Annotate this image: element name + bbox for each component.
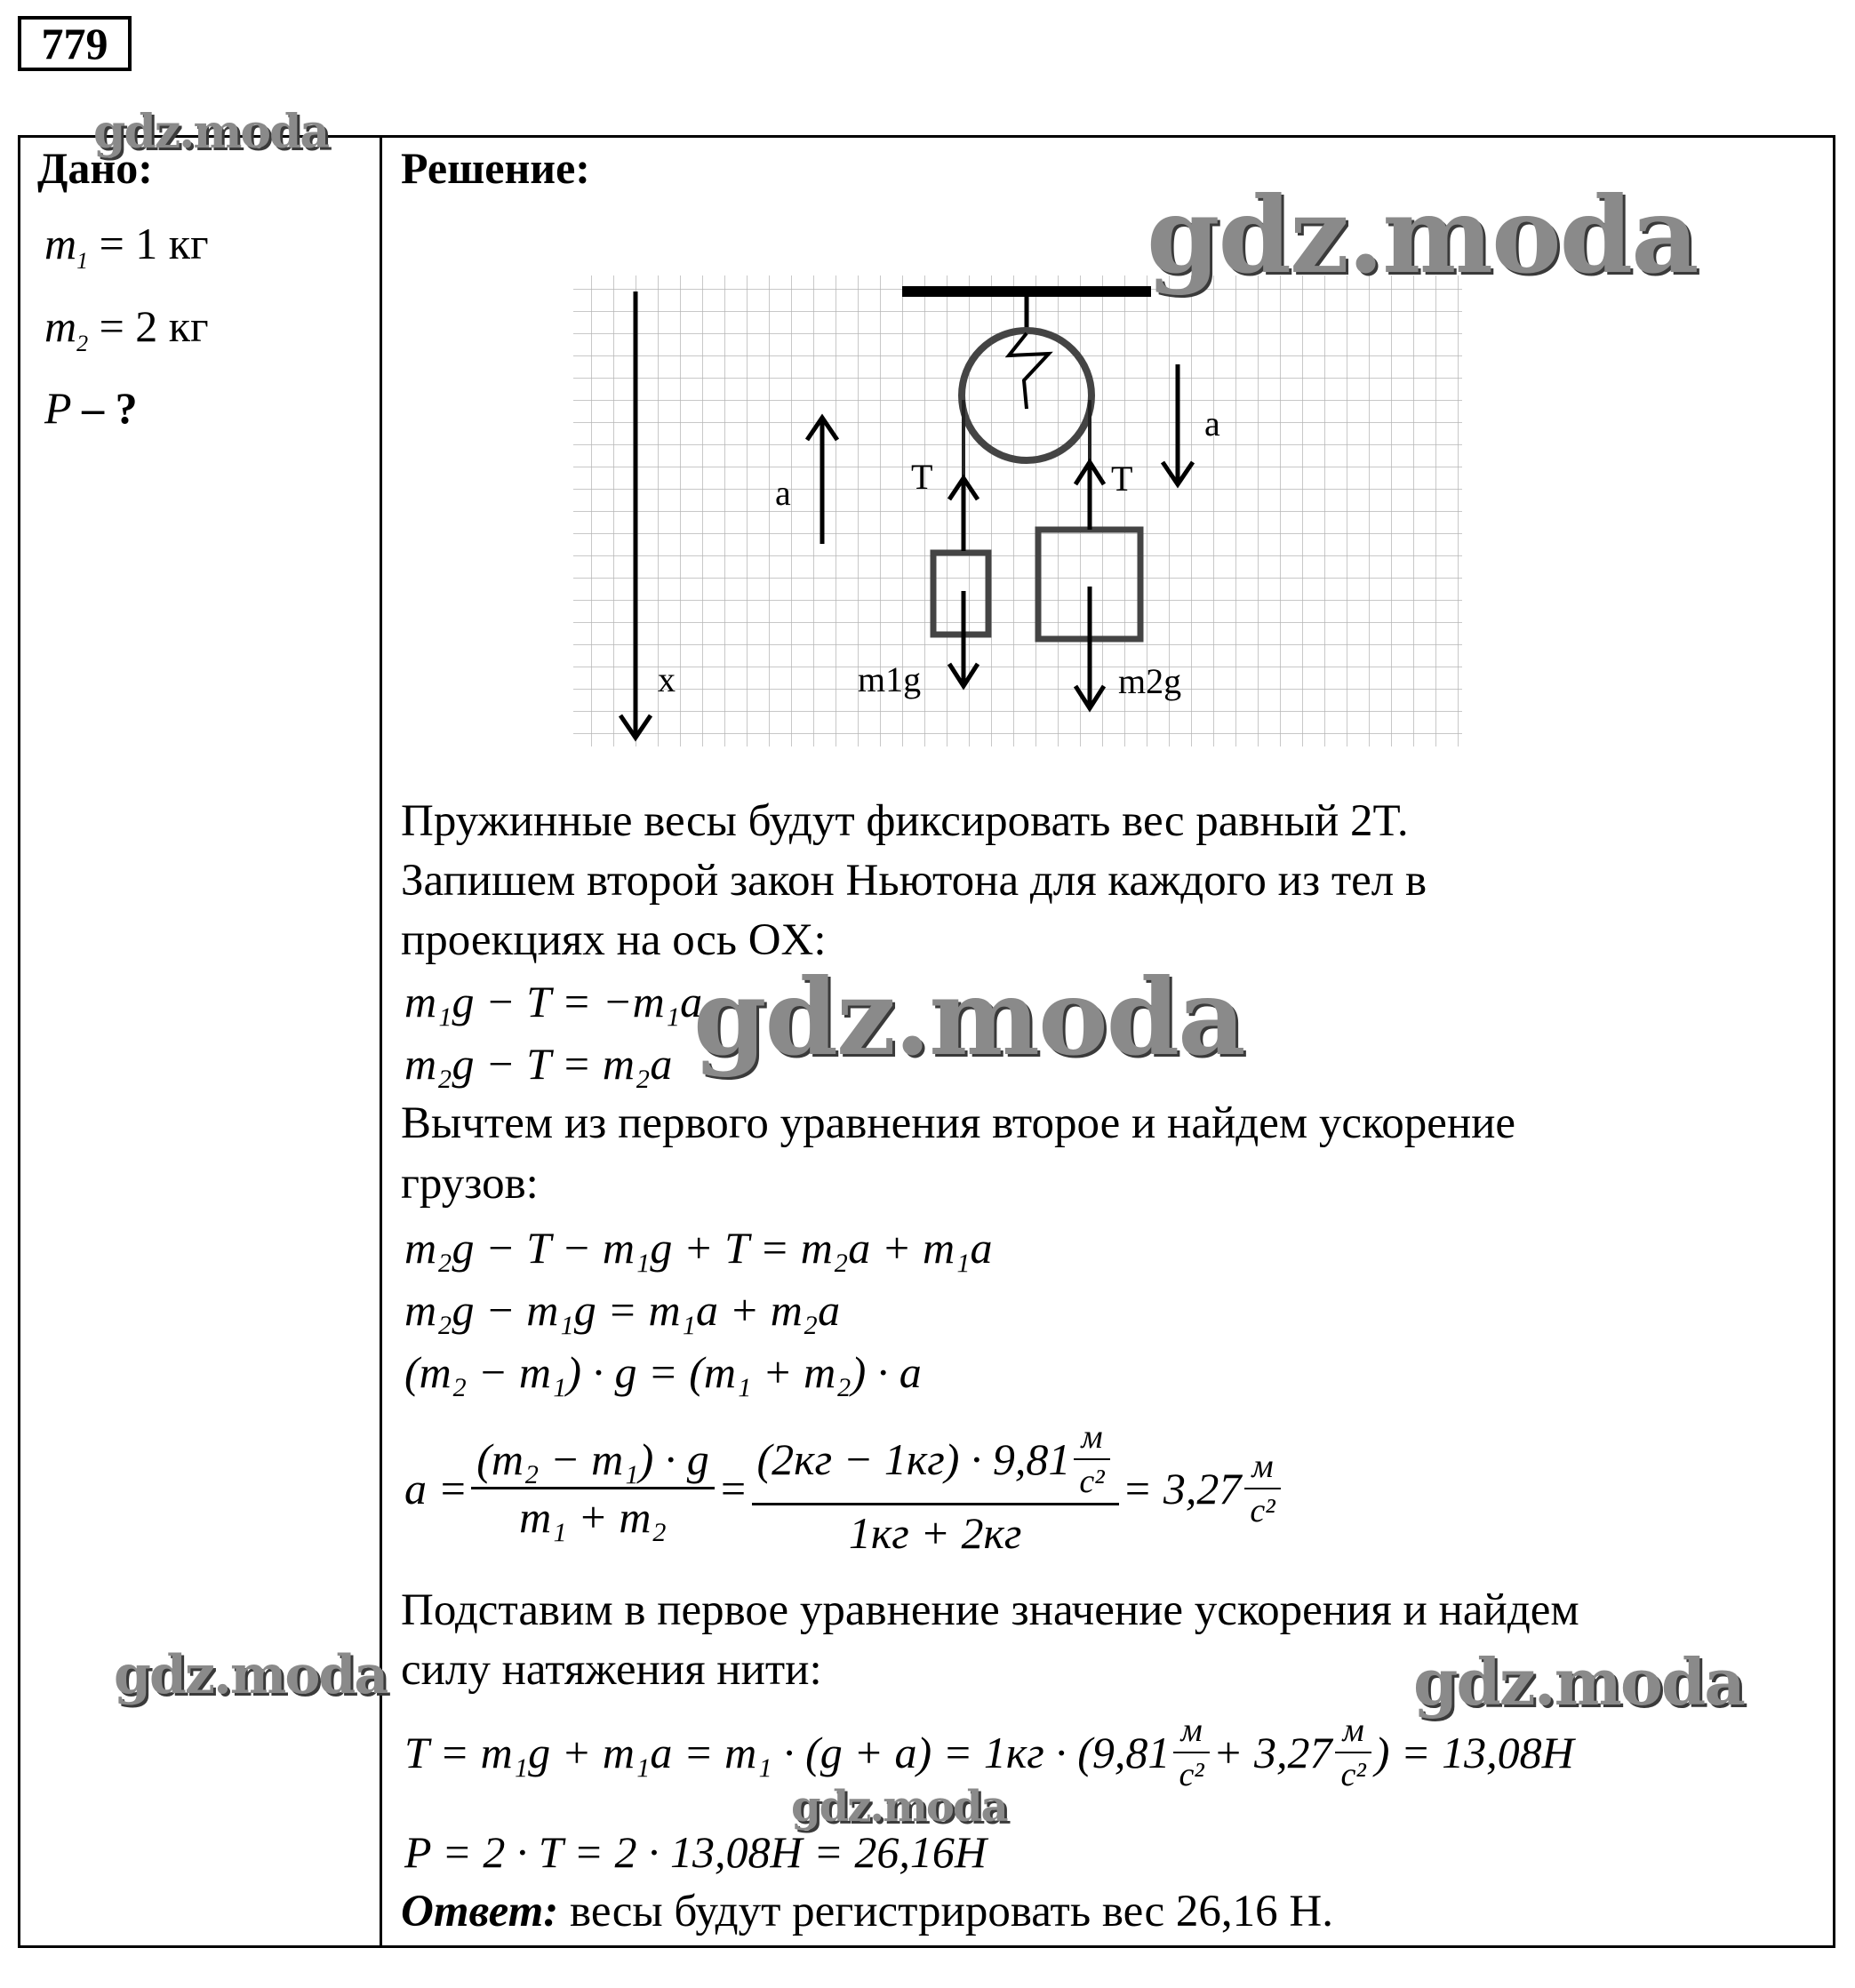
label-a-left: a bbox=[775, 473, 791, 513]
answer-label: Ответ: bbox=[401, 1887, 559, 1936]
watermark: gdz.moda bbox=[693, 955, 1244, 1079]
watermark: gdz.moda bbox=[1147, 173, 1698, 297]
text-paragraph1-line3: проекциях на ось OX: bbox=[401, 915, 827, 965]
text-paragraph3-line1: Подставим в первое уравнение значение ускорения и найдем bbox=[401, 1585, 1579, 1635]
text-paragraph1-line2: Запишем второй закон Ньютона для каждого из тел в bbox=[401, 856, 1427, 906]
fraction-accel-numeric: (2кг − 1кг) · 9,81 $\frac{м}{\text{с²}}$ 1кг + 2кг bbox=[752, 1417, 1119, 1559]
answer-text: весы будут регистрировать вес 26,16 Н. bbox=[558, 1887, 1334, 1936]
watermark: gdz.moda bbox=[1413, 1644, 1744, 1720]
answer bbox=[401, 1886, 1333, 1937]
label-m2g: m2g bbox=[1118, 661, 1182, 701]
text-paragraph1-line1: Пружинные весы будут фиксировать вес равный 2T. bbox=[401, 796, 1409, 846]
given-m2: $m_2 = 2$ кг bbox=[44, 301, 209, 356]
equation-8: P = 2 · T = 2 · 13,08H = 26,16H bbox=[404, 1827, 987, 1877]
equation-4: m₂g − m₁g = m₁a + m₂a bbox=[404, 1285, 841, 1335]
equation-7: T = m₁g + m₁a = m₁ · (g + a) = 1кг · (9,81 $\frac{м}{\text{с²}}$ + 3,27 $\frac{м}{\text{с²}}$ ) = 13,08H bbox=[404, 1712, 1574, 1793]
given-title: Дано: bbox=[37, 143, 153, 193]
watermark: gdz.moda bbox=[791, 1782, 1007, 1832]
equation-1: m₁g − T = −m₁a bbox=[404, 977, 703, 1026]
unit-m-per-s2-b: $\frac{м}{\text{с²}}$ bbox=[1335, 1711, 1371, 1794]
label-T-right: T bbox=[1111, 459, 1133, 499]
given-unknown: P – ? bbox=[44, 383, 138, 433]
given-m1: $m_1 = 1$ кг bbox=[44, 219, 209, 274]
watermark: gdz.moda bbox=[114, 1644, 388, 1706]
equation-5: (m₂ − m₁) · g = (m₁ + m₂) · a bbox=[404, 1347, 922, 1397]
text-paragraph3-line2: силу натяжения нити: bbox=[401, 1645, 822, 1695]
label-a-right: a bbox=[1204, 403, 1220, 443]
label-x: x bbox=[658, 659, 676, 699]
problem-number: 779 bbox=[18, 16, 132, 71]
fraction-accel-symbolic: $\frac{\text{(m₂ − m₁) · g}}{\text{m₁ + m₂}}$ bbox=[471, 1433, 715, 1543]
solution-title: Решение: bbox=[401, 143, 590, 193]
watermark: gdz.moda bbox=[93, 105, 329, 159]
label-T-left: T bbox=[911, 457, 933, 497]
label-m1g: m1g bbox=[858, 659, 922, 699]
equation-2: m₂g − T = m₂a bbox=[404, 1039, 673, 1089]
equation-3: m₂g − T − m₁g + T = m₂a + m₁a bbox=[404, 1223, 993, 1273]
text-paragraph2-line2: грузов: bbox=[401, 1159, 539, 1209]
unit-m-per-s2: $\frac{м}{\text{с²}}$ bbox=[1074, 1417, 1109, 1501]
unit-m-per-s2-a: $\frac{м}{\text{с²}}$ bbox=[1173, 1711, 1209, 1794]
ceiling-beam bbox=[902, 286, 1151, 297]
unit-m-per-s2-result: $\frac{м}{\text{с²}}$ bbox=[1244, 1447, 1280, 1530]
text-paragraph2-line1: Вычтем из первого уравнения второе и найдем ускорение bbox=[401, 1098, 1516, 1148]
pulley-diagram bbox=[569, 267, 1484, 773]
equation-6: a = $\frac{\text{(m₂ − m₁) · g}}{\text{m₁ + m₂}}$ = (2кг − 1кг) · 9,81 $\frac{м}{\text{с²}}$ 1кг + 2кг = 3,27 $\frac{м}{\text{с²}}$ bbox=[404, 1417, 1284, 1559]
